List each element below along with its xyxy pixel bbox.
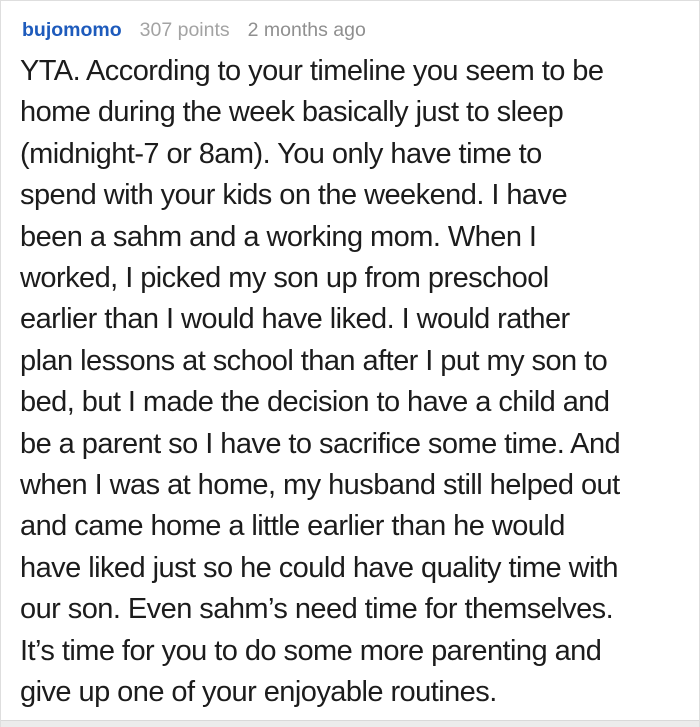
- bottom-divider: [1, 720, 699, 727]
- comment-body-line: our son. Even sahm’s need time for themselves.: [20, 593, 614, 626]
- comment-timestamp: 2 months ago: [247, 19, 366, 41]
- comment-body-line: and came home a little earlier than he would: [20, 510, 565, 543]
- comment-body-line: been a sahm and a working mom. When I: [20, 220, 537, 253]
- comment-body-line: It’s time for you to do some more parenting and: [20, 634, 602, 667]
- comment-author-link[interactable]: bujomomo: [22, 19, 122, 41]
- comment-body-line: earlier than I would have liked. I would rather: [20, 303, 570, 336]
- comment-points: 307 points: [139, 19, 230, 41]
- comment-body-line: home during the week basically just to sleep: [20, 96, 564, 129]
- comment-body-line: (midnight-7 or 8am). You only have time to: [20, 137, 542, 170]
- comment-body-line: spend with your kids on the weekend. I have: [20, 179, 568, 212]
- comment-body-line: bed, but I made the decision to have a child and: [20, 386, 610, 419]
- comment-body-line: plan lessons at school than after I put my son to: [20, 344, 608, 377]
- comment-body-line: be a parent so I have to sacrifice some time. And: [20, 427, 621, 460]
- comment-body-line: have liked just so he could have quality time with: [20, 551, 618, 584]
- comment-body-line: YTA. According to your timeline you seem to be: [20, 55, 604, 87]
- comment-body-line: give up one of your enjoyable routines.: [20, 676, 497, 709]
- comment-body: [1, 51, 699, 714]
- comment-header: [1, 1, 699, 42]
- comment-body-line: worked, I picked my son up from preschool: [20, 262, 549, 295]
- comment-body-line: when I was at home, my husband still helped out: [20, 469, 620, 502]
